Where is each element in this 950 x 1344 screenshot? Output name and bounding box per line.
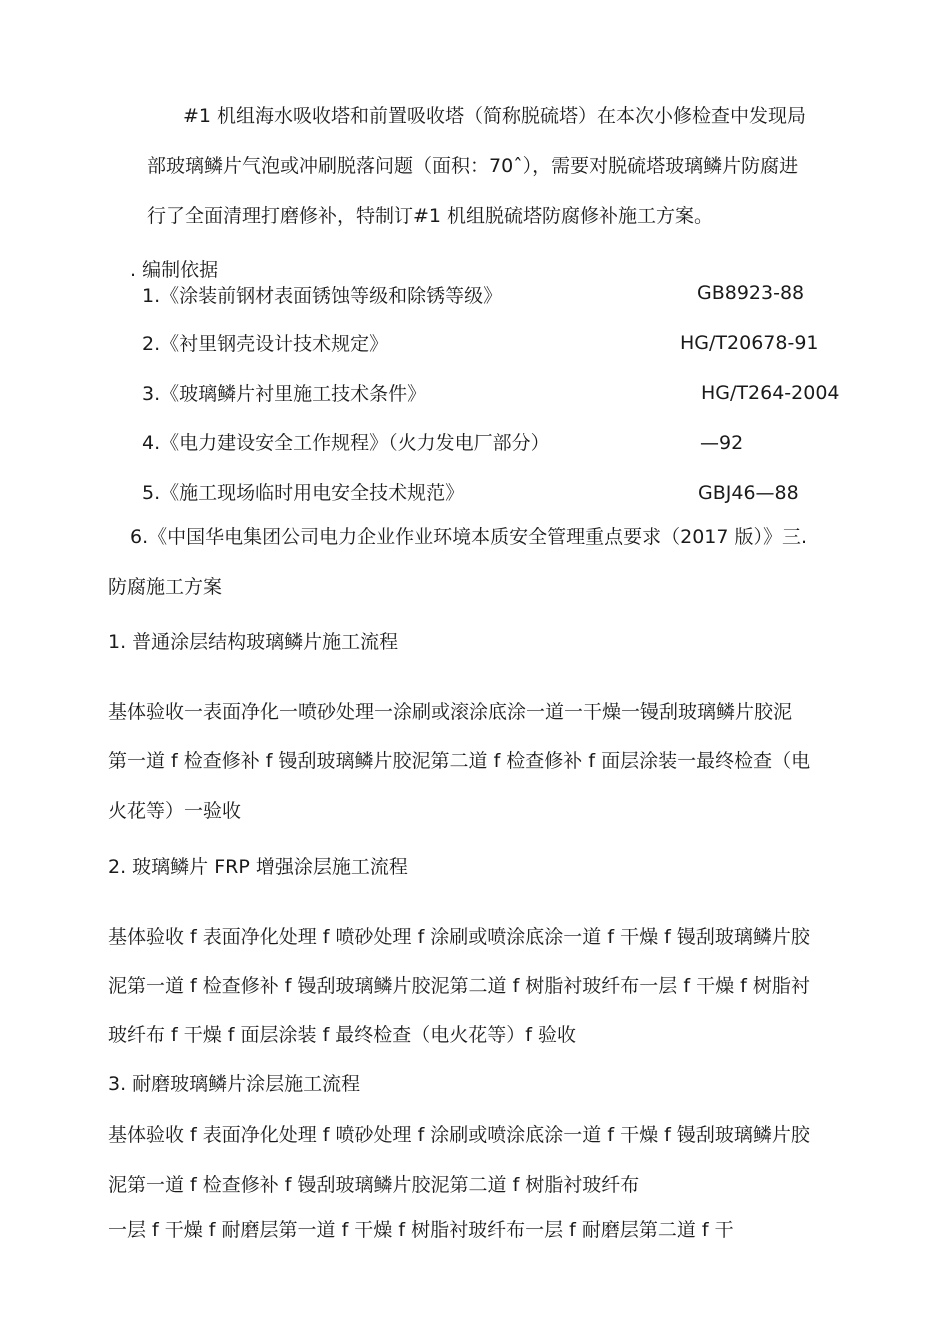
- reference-code-2: HG/T20678-91: [680, 332, 819, 354]
- section-2-line-1: 基体验收 f 表面净化处理 f 喷砂处理 f 涂刷或喷涂底涂一道 f 干燥 f 镘刮玻璃鳞片胶: [108, 926, 810, 948]
- basis-heading: . 编制依据: [130, 259, 219, 281]
- reference-code-3: HG/T264-2004: [701, 382, 840, 404]
- section-1-line-1: 基体验收一表面净化一喷砂处理一涂刷或滚涂底涂一道一干燥一镘刮玻璃鳞片胶泥: [108, 701, 793, 723]
- section-1-line-3: 火花等）一验收: [108, 800, 242, 822]
- section-3-line-1: 基体验收 f 表面净化处理 f 喷砂处理 f 涂刷或喷涂底涂一道 f 干燥 f 镘刮玻璃鳞片胶: [108, 1124, 810, 1146]
- section-3-heading: 3. 耐磨玻璃鳞片涂层施工流程: [108, 1073, 361, 1095]
- section-2-line-3: 玻纤布 f 干燥 f 面层涂装 f 最终检查（电火花等）f 验收: [108, 1024, 577, 1046]
- reference-title-1: 1.《涂装前钢材表面锈蚀等级和除锈等级》: [142, 285, 503, 307]
- section-1-heading: 1. 普通涂层结构玻璃鳞片施工流程: [108, 631, 399, 653]
- reference-title-5: 5.《施工现场临时用电安全技术规范》: [142, 482, 465, 504]
- reference-item-6-line-2: 防腐施工方案: [108, 576, 223, 598]
- section-2-line-2: 泥第一道 f 检查修补 f 镘刮玻璃鳞片胶泥第二道 f 树脂衬玻纤布一层 f 干燥 f 树脂衬: [108, 975, 810, 997]
- reference-item-6-line-1: 6.《中国华电集团公司电力企业作业环境本质安全管理重点要求（2017 版）》三.: [130, 526, 808, 548]
- intro-line-3: 行了全面清理打磨修补，特制订#1 机组脱硫塔防腐修补施工方案。: [147, 205, 714, 227]
- reference-title-2: 2.《衬里钢壳设计技术规定》: [142, 333, 389, 355]
- reference-title-4: 4.《电力建设安全工作规程》（火力发电厂部分）: [142, 432, 550, 454]
- section-3-line-2: 泥第一道 f 检查修补 f 镘刮玻璃鳞片胶泥第二道 f 树脂衬玻纤布: [108, 1174, 640, 1196]
- section-1-line-2: 第一道 f 检查修补 f 镘刮玻璃鳞片胶泥第二道 f 检查修补 f 面层涂装一最终检查（电: [108, 750, 811, 772]
- reference-code-1: GB8923-88: [697, 282, 805, 304]
- intro-line-2: 部玻璃鳞片气泡或冲刷脱落问题（面积：70ˆ），需要对脱硫塔玻璃鳞片防腐进: [147, 155, 799, 177]
- reference-code-5: GBJ46—88: [698, 482, 799, 504]
- section-2-heading: 2. 玻璃鳞片 FRP 增强涂层施工流程: [108, 856, 408, 878]
- reference-title-3: 3.《玻璃鳞片衬里施工技术条件》: [142, 383, 427, 405]
- reference-code-4: —92: [700, 432, 744, 454]
- section-3-line-3: 一层 f 干燥 f 耐磨层第一道 f 干燥 f 树脂衬玻纤布一层 f 耐磨层第二道 f 干: [108, 1219, 734, 1241]
- intro-line-1: #1 机组海水吸收塔和前置吸收塔（简称脱硫塔）在本次小修检查中发现局: [183, 105, 807, 127]
